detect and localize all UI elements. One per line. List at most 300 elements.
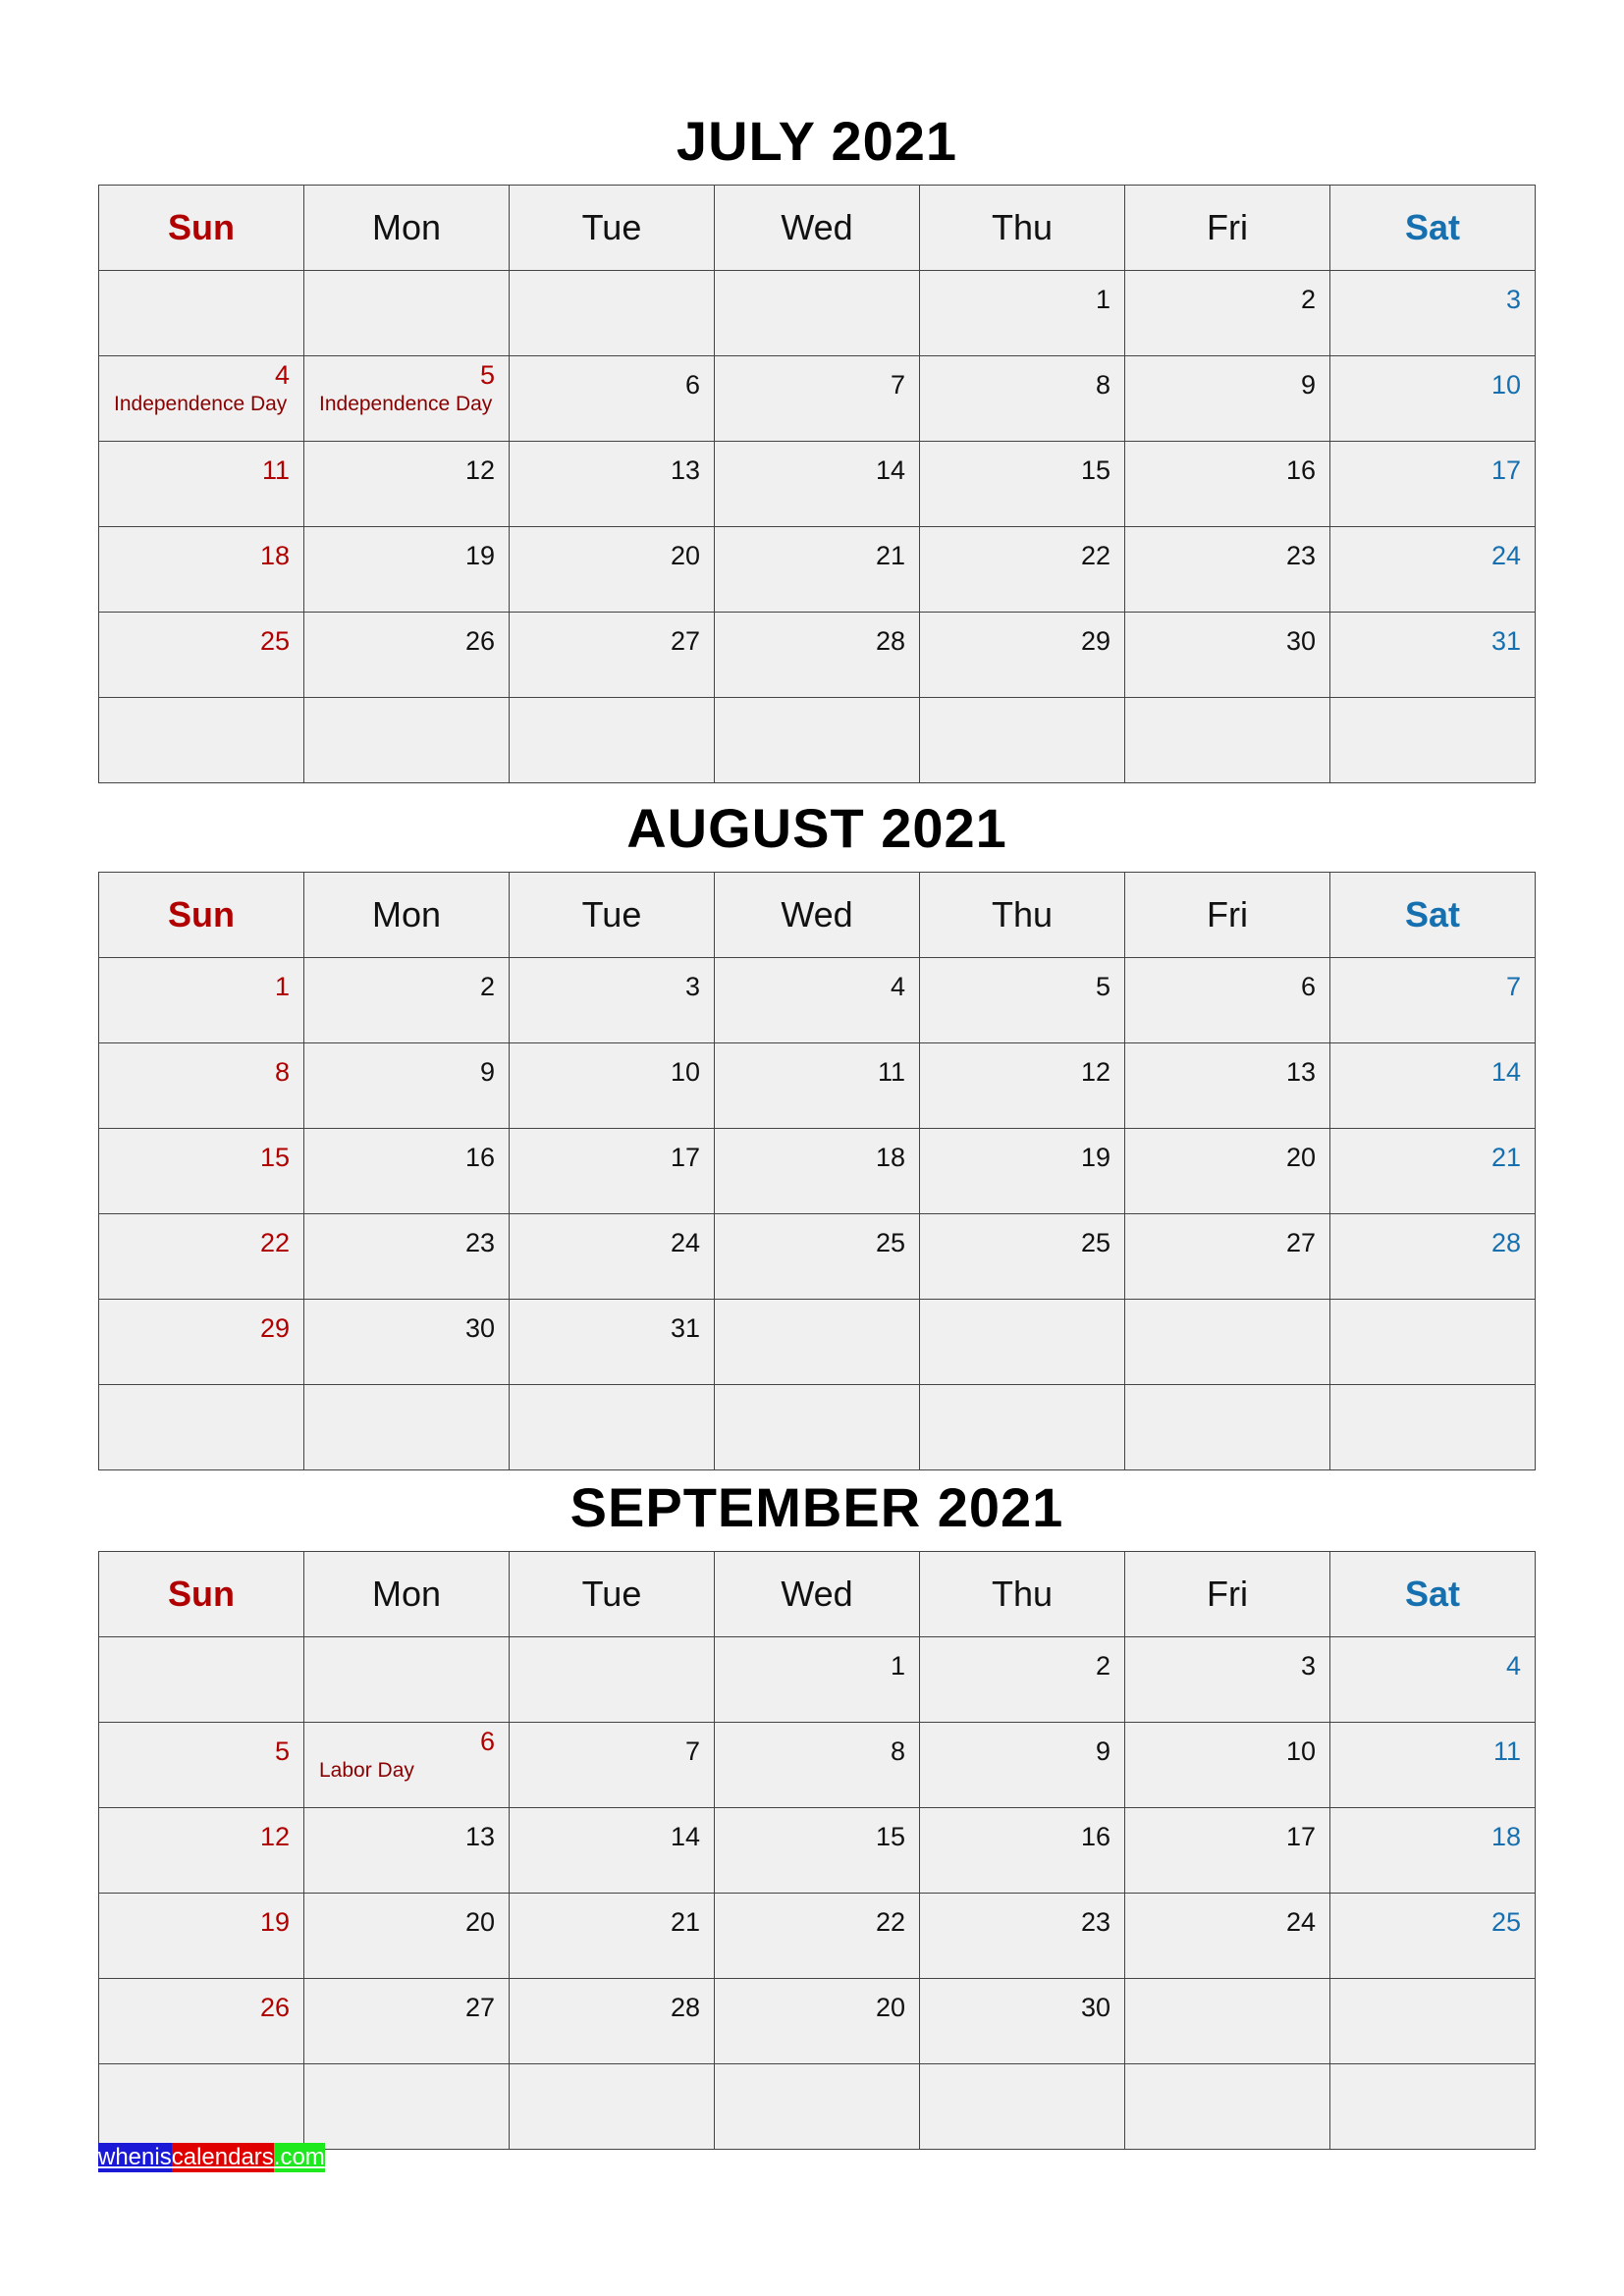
day-cell[interactable] xyxy=(1125,613,1330,698)
calendar-grid xyxy=(98,1551,1536,2150)
day-cell[interactable] xyxy=(715,1214,920,1300)
day-cell[interactable] xyxy=(510,271,715,356)
day-cell[interactable] xyxy=(920,1129,1125,1214)
day-cell[interactable] xyxy=(715,1808,920,1894)
week-row xyxy=(99,527,1536,613)
weekday-header-fri: Fri xyxy=(1125,873,1330,958)
day-cell[interactable] xyxy=(1125,356,1330,442)
weekday-header-sat: Sat xyxy=(1330,1552,1536,1637)
month-title: AUGUST 2021 xyxy=(626,797,1007,859)
day-cell[interactable] xyxy=(715,1385,920,1470)
day-cell[interactable] xyxy=(1125,698,1330,783)
footer-part-whenis[interactable]: whenis xyxy=(98,2144,172,2170)
day-number: 31 xyxy=(1490,626,1521,656)
day-cell[interactable] xyxy=(920,2064,1125,2150)
day-number: 2 xyxy=(479,972,495,1001)
day-cell[interactable] xyxy=(920,1979,1125,2064)
day-number: 7 xyxy=(890,370,905,400)
day-number: 27 xyxy=(1285,1228,1316,1257)
day-cell[interactable] xyxy=(920,356,1125,442)
day-number xyxy=(304,271,509,285)
day-cell[interactable] xyxy=(1125,2064,1330,2150)
weekday-header-tue: Tue xyxy=(510,873,715,958)
day-cell[interactable] xyxy=(304,698,510,783)
day-number: 21 xyxy=(670,1907,700,1937)
weekday-header-sat: Sat xyxy=(1330,873,1536,958)
day-cell[interactable] xyxy=(99,698,304,783)
day-cell[interactable] xyxy=(1330,356,1536,442)
day-number: 24 xyxy=(1285,1907,1316,1937)
day-number: 1 xyxy=(1095,285,1110,314)
day-cell[interactable] xyxy=(99,958,304,1043)
day-number xyxy=(715,2064,919,2078)
day-number: 5 xyxy=(1095,972,1110,1001)
weekday-header-mon: Mon xyxy=(304,873,510,958)
day-number: 16 xyxy=(1080,1822,1110,1851)
day-cell[interactable] xyxy=(99,1723,304,1808)
day-cell[interactable] xyxy=(920,1214,1125,1300)
day-cell[interactable] xyxy=(510,527,715,613)
day-number xyxy=(304,1637,509,1651)
day-number: 18 xyxy=(259,541,290,570)
day-number: 25 xyxy=(875,1228,905,1257)
day-number xyxy=(1125,1385,1329,1399)
day-number: 20 xyxy=(875,1993,905,2022)
day-number xyxy=(304,1385,509,1399)
day-cell[interactable] xyxy=(715,1300,920,1385)
day-number: 23 xyxy=(1080,1907,1110,1937)
day-cell[interactable] xyxy=(99,1808,304,1894)
day-cell[interactable] xyxy=(304,527,510,613)
day-number xyxy=(510,1385,714,1399)
day-number: 14 xyxy=(875,455,905,485)
day-number: 13 xyxy=(670,455,700,485)
week-row xyxy=(99,613,1536,698)
holiday-label: Independence Day xyxy=(319,393,493,415)
day-number: 3 xyxy=(684,972,700,1001)
day-number: 20 xyxy=(1285,1143,1316,1172)
day-number: 8 xyxy=(1095,370,1110,400)
week-row xyxy=(99,1723,1536,1808)
day-number: 4 xyxy=(890,972,905,1001)
day-number: 10 xyxy=(1285,1736,1316,1766)
day-cell[interactable] xyxy=(920,1894,1125,1979)
day-cell[interactable] xyxy=(1330,1385,1536,1470)
week-row xyxy=(99,271,1536,356)
day-number: 27 xyxy=(464,1993,495,2022)
day-cell[interactable] xyxy=(1125,271,1330,356)
day-cell[interactable] xyxy=(1125,1723,1330,1808)
day-number: 13 xyxy=(1285,1057,1316,1087)
weekday-header-row xyxy=(99,186,1536,271)
week-row xyxy=(99,1129,1536,1214)
day-number: 28 xyxy=(1490,1228,1521,1257)
day-cell[interactable] xyxy=(920,1637,1125,1723)
day-number xyxy=(510,1637,714,1651)
day-cell[interactable] xyxy=(304,613,510,698)
day-cell[interactable] xyxy=(1330,1129,1536,1214)
weekday-header-row xyxy=(99,1552,1536,1637)
week-row xyxy=(99,1300,1536,1385)
day-cell[interactable] xyxy=(304,1637,510,1723)
day-cell[interactable] xyxy=(715,1043,920,1129)
day-number xyxy=(99,1637,303,1651)
day-cell[interactable] xyxy=(304,1129,510,1214)
day-number: 17 xyxy=(670,1143,700,1172)
day-cell[interactable] xyxy=(99,356,304,442)
day-cell[interactable] xyxy=(1330,1043,1536,1129)
day-number: 2 xyxy=(1300,285,1316,314)
day-number xyxy=(920,1385,1124,1399)
day-cell[interactable] xyxy=(1125,1894,1330,1979)
day-number: 18 xyxy=(1490,1822,1521,1851)
day-number xyxy=(1125,1300,1329,1313)
day-cell[interactable] xyxy=(99,1129,304,1214)
calendar-grid xyxy=(98,872,1536,1470)
day-cell[interactable] xyxy=(1330,271,1536,356)
day-number: 25 xyxy=(1080,1228,1110,1257)
day-cell[interactable] xyxy=(1330,958,1536,1043)
day-number: 24 xyxy=(670,1228,700,1257)
day-number: 7 xyxy=(1505,972,1521,1001)
day-number: 8 xyxy=(274,1057,290,1087)
day-number: 20 xyxy=(670,541,700,570)
week-row xyxy=(99,1214,1536,1300)
day-number: 17 xyxy=(1285,1822,1316,1851)
day-cell[interactable] xyxy=(99,613,304,698)
day-number: 8 xyxy=(890,1736,905,1766)
day-cell[interactable] xyxy=(1125,1300,1330,1385)
calendar-grid xyxy=(98,185,1536,783)
day-cell[interactable] xyxy=(99,1214,304,1300)
day-number xyxy=(715,1385,919,1399)
day-cell[interactable] xyxy=(1330,527,1536,613)
weekday-header-row xyxy=(99,873,1536,958)
day-number: 21 xyxy=(875,541,905,570)
day-number: 24 xyxy=(1490,541,1521,570)
day-cell[interactable] xyxy=(1125,1637,1330,1723)
day-cell[interactable] xyxy=(715,958,920,1043)
day-cell[interactable] xyxy=(304,1979,510,2064)
day-cell[interactable] xyxy=(1125,442,1330,527)
day-number xyxy=(715,1300,919,1313)
day-number: 7 xyxy=(684,1736,700,1766)
day-number: 3 xyxy=(1300,1651,1316,1681)
day-number: 11 xyxy=(1492,1736,1521,1766)
day-cell[interactable] xyxy=(1330,1808,1536,1894)
day-cell[interactable] xyxy=(304,2064,510,2150)
day-cell[interactable] xyxy=(510,1723,715,1808)
day-cell[interactable] xyxy=(920,958,1125,1043)
day-number xyxy=(1125,698,1329,712)
day-cell[interactable] xyxy=(304,1214,510,1300)
day-number xyxy=(1330,1385,1535,1399)
footer-part-com[interactable]: .com xyxy=(273,2144,325,2170)
day-number: 1 xyxy=(274,972,290,1001)
weekday-header-thu: Thu xyxy=(920,186,1125,271)
month-september-2021 xyxy=(98,1465,1536,2150)
day-number: 19 xyxy=(259,1907,290,1937)
day-cell[interactable] xyxy=(715,356,920,442)
day-number: 6 xyxy=(1300,972,1316,1001)
week-row xyxy=(99,1043,1536,1129)
day-cell[interactable] xyxy=(510,1214,715,1300)
day-cell[interactable] xyxy=(510,1300,715,1385)
day-number: 9 xyxy=(1095,1736,1110,1766)
day-number xyxy=(715,271,919,285)
day-cell[interactable] xyxy=(1125,1129,1330,1214)
day-cell[interactable] xyxy=(715,527,920,613)
day-number: 13 xyxy=(464,1822,495,1851)
day-number: 16 xyxy=(464,1143,495,1172)
day-number: 18 xyxy=(875,1143,905,1172)
week-row xyxy=(99,356,1536,442)
day-cell[interactable] xyxy=(304,1894,510,1979)
day-cell[interactable] xyxy=(510,1637,715,1723)
day-number: 3 xyxy=(1505,285,1521,314)
day-number: 11 xyxy=(261,455,290,485)
day-cell[interactable] xyxy=(920,698,1125,783)
day-cell[interactable] xyxy=(510,698,715,783)
week-row xyxy=(99,698,1536,783)
day-number xyxy=(304,698,509,712)
day-cell[interactable] xyxy=(715,698,920,783)
day-number: 14 xyxy=(670,1822,700,1851)
day-number: 30 xyxy=(464,1313,495,1343)
day-cell[interactable] xyxy=(304,1300,510,1385)
day-number: 22 xyxy=(259,1228,290,1257)
holiday-label: Independence Day xyxy=(114,393,288,415)
day-number: 5 xyxy=(274,1736,290,1766)
day-number: 2 xyxy=(1095,1651,1110,1681)
day-cell[interactable] xyxy=(510,958,715,1043)
holiday-label: Labor Day xyxy=(319,1759,414,1782)
day-number: 14 xyxy=(1490,1057,1521,1087)
day-cell[interactable] xyxy=(920,613,1125,698)
weekday-header-thu: Thu xyxy=(920,873,1125,958)
day-number: 26 xyxy=(464,626,495,656)
week-row xyxy=(99,1894,1536,1979)
day-cell[interactable] xyxy=(99,442,304,527)
day-number: 20 xyxy=(464,1907,495,1937)
day-number xyxy=(715,698,919,712)
day-number xyxy=(920,1300,1124,1313)
day-number: 28 xyxy=(875,626,905,656)
day-number xyxy=(920,698,1124,712)
day-cell[interactable] xyxy=(510,1043,715,1129)
week-row xyxy=(99,958,1536,1043)
day-number xyxy=(1125,1979,1329,1993)
day-cell[interactable] xyxy=(920,271,1125,356)
month-july-2021 xyxy=(98,98,1536,783)
weekday-header-mon: Mon xyxy=(304,186,510,271)
day-number xyxy=(99,271,303,285)
week-row xyxy=(99,1637,1536,1723)
day-number: 28 xyxy=(670,1993,700,2022)
day-number xyxy=(510,271,714,285)
day-number: 10 xyxy=(1490,370,1521,400)
day-cell[interactable] xyxy=(1330,698,1536,783)
day-number: 22 xyxy=(875,1907,905,1937)
day-cell[interactable] xyxy=(510,613,715,698)
day-cell[interactable] xyxy=(510,1894,715,1979)
day-cell[interactable] xyxy=(510,1385,715,1470)
day-number: 26 xyxy=(259,1993,290,2022)
day-cell[interactable] xyxy=(1125,1979,1330,2064)
day-cell[interactable] xyxy=(304,442,510,527)
day-cell[interactable] xyxy=(920,1723,1125,1808)
day-cell[interactable] xyxy=(304,356,510,442)
day-cell[interactable] xyxy=(715,271,920,356)
weekday-header-fri: Fri xyxy=(1125,186,1330,271)
day-cell[interactable] xyxy=(1125,1385,1330,1470)
day-number: 4 xyxy=(1505,1651,1521,1681)
day-cell[interactable] xyxy=(99,1043,304,1129)
day-cell[interactable] xyxy=(1330,1300,1536,1385)
day-cell[interactable] xyxy=(99,1385,304,1470)
day-cell[interactable] xyxy=(510,356,715,442)
day-number: 12 xyxy=(464,455,495,485)
day-cell[interactable] xyxy=(510,2064,715,2150)
day-number xyxy=(1330,1979,1535,1993)
day-number xyxy=(1330,698,1535,712)
day-number: 23 xyxy=(1285,541,1316,570)
weekday-header-wed: Wed xyxy=(715,873,920,958)
day-cell[interactable] xyxy=(920,1300,1125,1385)
day-number: 12 xyxy=(1080,1057,1110,1087)
day-cell[interactable] xyxy=(920,527,1125,613)
day-cell[interactable] xyxy=(304,1723,510,1808)
day-number: 9 xyxy=(479,1057,495,1087)
day-cell[interactable] xyxy=(920,1385,1125,1470)
day-number: 6 xyxy=(479,1727,495,1756)
weekday-header-wed: Wed xyxy=(715,1552,920,1637)
day-cell[interactable] xyxy=(510,1808,715,1894)
day-number: 16 xyxy=(1285,455,1316,485)
day-cell[interactable] xyxy=(510,1979,715,2064)
day-cell[interactable] xyxy=(715,2064,920,2150)
day-number xyxy=(510,2064,714,2078)
day-cell[interactable] xyxy=(1125,1043,1330,1129)
day-cell[interactable] xyxy=(1125,958,1330,1043)
day-number: 15 xyxy=(875,1822,905,1851)
day-number: 31 xyxy=(670,1313,700,1343)
day-number: 30 xyxy=(1285,626,1316,656)
day-number: 29 xyxy=(259,1313,290,1343)
day-cell[interactable] xyxy=(99,2064,304,2150)
day-cell[interactable] xyxy=(715,1979,920,2064)
day-cell[interactable] xyxy=(1330,2064,1536,2150)
day-number: 5 xyxy=(479,360,495,390)
day-number: 15 xyxy=(259,1143,290,1172)
day-cell[interactable] xyxy=(99,271,304,356)
day-cell[interactable] xyxy=(1330,1214,1536,1300)
weekday-header-mon: Mon xyxy=(304,1552,510,1637)
day-cell[interactable] xyxy=(510,1129,715,1214)
day-cell[interactable] xyxy=(1125,1808,1330,1894)
day-cell[interactable] xyxy=(715,442,920,527)
day-number: 17 xyxy=(1490,455,1521,485)
day-cell[interactable] xyxy=(1125,1214,1330,1300)
day-number xyxy=(304,2064,509,2078)
site-footer-link[interactable] xyxy=(98,2143,325,2172)
day-cell[interactable] xyxy=(99,1894,304,1979)
day-number: 12 xyxy=(259,1822,290,1851)
day-cell[interactable] xyxy=(715,613,920,698)
day-number: 15 xyxy=(1080,455,1110,485)
day-cell[interactable] xyxy=(1330,1894,1536,1979)
day-cell[interactable] xyxy=(920,1043,1125,1129)
week-row xyxy=(99,2064,1536,2150)
day-cell[interactable] xyxy=(920,442,1125,527)
day-cell[interactable] xyxy=(510,442,715,527)
week-row xyxy=(99,1979,1536,2064)
weekday-header-sun: Sun xyxy=(99,186,304,271)
day-cell[interactable] xyxy=(920,1808,1125,1894)
month-title: JULY 2021 xyxy=(676,110,958,172)
day-number xyxy=(1330,1300,1535,1313)
day-cell[interactable] xyxy=(304,1808,510,1894)
day-number: 29 xyxy=(1080,626,1110,656)
day-cell[interactable] xyxy=(304,1043,510,1129)
day-cell[interactable] xyxy=(304,271,510,356)
weekday-header-tue: Tue xyxy=(510,1552,715,1637)
day-number: 11 xyxy=(877,1057,905,1087)
day-cell[interactable] xyxy=(99,1979,304,2064)
day-cell[interactable] xyxy=(99,1300,304,1385)
day-cell[interactable] xyxy=(715,1894,920,1979)
week-row xyxy=(99,1385,1536,1470)
weekday-header-fri: Fri xyxy=(1125,1552,1330,1637)
day-number: 27 xyxy=(670,626,700,656)
week-row xyxy=(99,442,1536,527)
day-cell[interactable] xyxy=(1330,1979,1536,2064)
day-cell[interactable] xyxy=(1330,613,1536,698)
day-cell[interactable] xyxy=(715,1637,920,1723)
day-number: 6 xyxy=(684,370,700,400)
day-number xyxy=(510,698,714,712)
day-number: 21 xyxy=(1490,1143,1521,1172)
day-cell[interactable] xyxy=(1330,1637,1536,1723)
weekday-header-sat: Sat xyxy=(1330,186,1536,271)
weekday-header-sun: Sun xyxy=(99,873,304,958)
day-number: 9 xyxy=(1300,370,1316,400)
day-cell[interactable] xyxy=(99,527,304,613)
day-number xyxy=(99,2064,303,2078)
day-number xyxy=(920,2064,1124,2078)
day-number: 30 xyxy=(1080,1993,1110,2022)
day-number xyxy=(99,1385,303,1399)
day-number: 19 xyxy=(1080,1143,1110,1172)
day-cell[interactable] xyxy=(1330,1723,1536,1808)
day-cell[interactable] xyxy=(99,1637,304,1723)
day-cell[interactable] xyxy=(715,1723,920,1808)
day-number: 10 xyxy=(670,1057,700,1087)
month-title: SEPTEMBER 2021 xyxy=(569,1476,1064,1538)
day-number: 23 xyxy=(464,1228,495,1257)
day-cell[interactable] xyxy=(1330,442,1536,527)
day-cell[interactable] xyxy=(715,1129,920,1214)
day-cell[interactable] xyxy=(1125,527,1330,613)
weekday-header-tue: Tue xyxy=(510,186,715,271)
month-august-2021 xyxy=(98,785,1536,1470)
day-number: 22 xyxy=(1080,541,1110,570)
day-cell[interactable] xyxy=(304,958,510,1043)
day-cell[interactable] xyxy=(304,1385,510,1470)
day-number: 25 xyxy=(1490,1907,1521,1937)
weekday-header-wed: Wed xyxy=(715,186,920,271)
footer-part-calendars[interactable]: calendars xyxy=(171,2144,274,2170)
